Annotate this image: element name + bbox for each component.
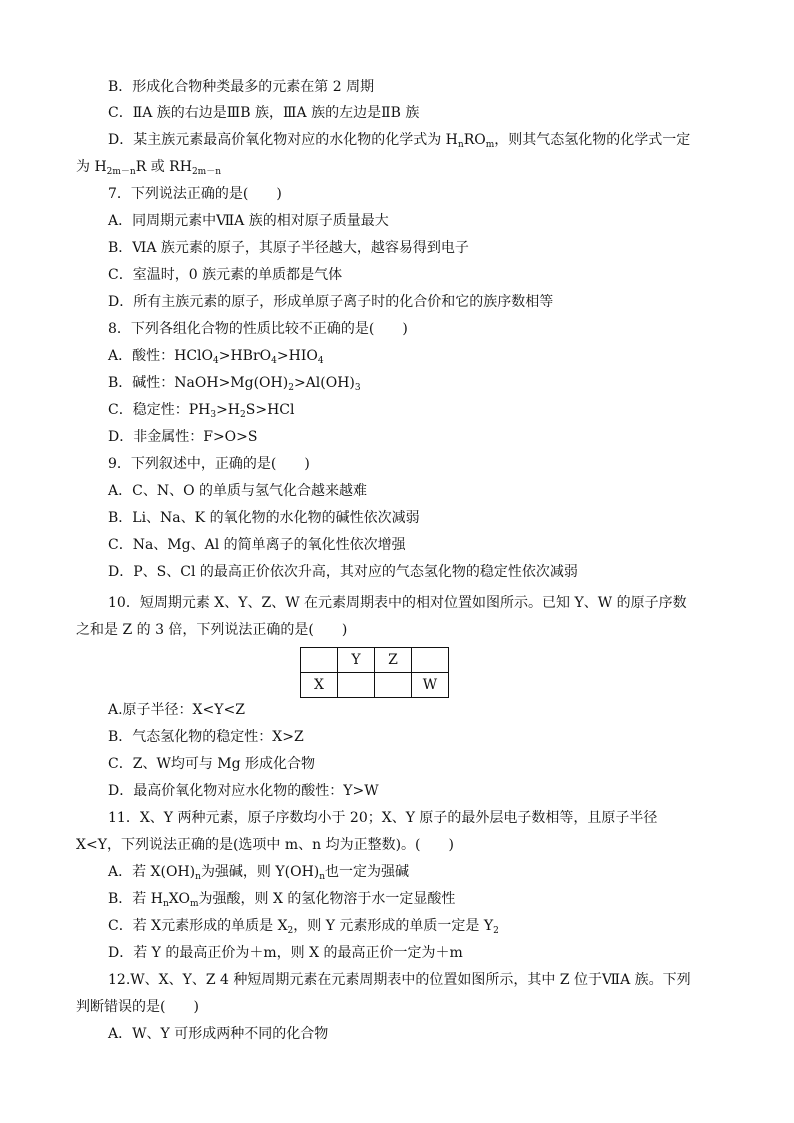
question-8: 8．下列各组化合物的性质比较不正确的是( ) <box>108 321 408 337</box>
option-10d: D．最高价氧化物对应水化物的酸性：Y>W <box>108 783 379 799</box>
option-6c: C．ⅡA 族的右边是ⅢB 族，ⅢA 族的左边是ⅡB 族 <box>108 105 420 121</box>
question-11-line2: X<Y，下列说法正确的是(选项中 m、n 均为正整数)。( ) <box>76 837 454 853</box>
table-cell <box>412 648 449 673</box>
option-7a: A．同周期元素中ⅦA 族的相对原子质量最大 <box>108 213 389 229</box>
periodic-position-table <box>300 647 449 698</box>
option-6b: B．形成化合物种类最多的元素在第 2 周期 <box>108 79 375 95</box>
question-9: 9．下列叙述中，正确的是( ) <box>108 456 310 472</box>
option-6d: D．某主族元素最高价氧化物对应的水化物的化学式为 $H_nRO_m$，则其气态氢化物的化学式一定 <box>108 132 691 150</box>
question-7: 7．下列说法正确的是( ) <box>108 186 282 202</box>
option-9c: C．Na、Mg、Al 的简单离子的氧化性依次增强 <box>108 537 406 553</box>
option-10b: B．气态氢化物的稳定性：X>Z <box>108 729 304 745</box>
question-12-line1: 12.W、X、Y、Z 4 种短周期元素在元素周期表中的位置如图所示，其中 Z 位于ⅦA 族。下列 <box>108 972 691 988</box>
option-11a: A．若 $X(OH)_n$为强碱，则 $Y(OH)_n$也一定为强碱 <box>108 864 410 882</box>
option-10a: A.原子半径：X<Y<Z <box>108 702 245 718</box>
question-12-line2: 判断错误的是( ) <box>76 999 199 1015</box>
option-8d: D．非金属性：F>O>S <box>108 429 258 445</box>
option-11c: C．若 X元素形成的单质是 $X_2$，则 Y 元素形成的单质一定是 $Y_2$ <box>108 918 499 936</box>
table-cell <box>375 673 412 698</box>
option-10c: C．Z、W均可与 Mg 形成化合物 <box>108 756 316 772</box>
option-9a: A．C、N、O 的单质与氢气化合越来越难 <box>108 483 367 499</box>
table-cell: W <box>412 673 449 698</box>
table-row <box>301 673 449 698</box>
option-7d: D．所有主族元素的原子，形成单原子离子时的化合价和它的族序数相等 <box>108 294 554 310</box>
table-cell <box>338 673 375 698</box>
table-cell: Y <box>338 648 375 673</box>
option-8c: C．稳定性：$PH_3>H_2S>HCl$ <box>108 402 295 420</box>
option-9d: D．P、S、Cl 的最高正价依次升高，其对应的气态氢化物的稳定性依次减弱 <box>108 564 578 580</box>
question-10-line1: 10．短周期元素 X、Y、Z、W 在元素周期表中的相对位置如图所示。已知 Y、W 的原子序数 <box>108 595 687 611</box>
table-row <box>301 648 449 673</box>
question-10-line2: 之和是 Z 的 3 倍，下列说法正确的是( ) <box>76 622 348 638</box>
option-9b: B．Li、Na、K 的氧化物的水化物的碱性依次减弱 <box>108 510 420 526</box>
table-cell: Z <box>375 648 412 673</box>
option-8a: A．酸性：$HClO_4>HBrO_4>HIO_4$ <box>108 348 324 366</box>
option-11d: D．若 Y 的最高正价为＋m，则 X 的最高正价一定为＋m <box>108 945 463 961</box>
option-7c: C．室温时，0 族元素的单质都是气体 <box>108 267 343 283</box>
option-7b: B．ⅥA 族元素的原子，其原子半径越大，越容易得到电子 <box>108 240 469 256</box>
question-11-line1: 11．X、Y 两种元素，原子序数均小于 20；X、Y 原子的最外层电子数相等，且原子半径 <box>108 810 658 826</box>
table-cell <box>301 648 338 673</box>
option-12a: A．W、Y 可形成两种不同的化合物 <box>108 1026 329 1042</box>
table-cell: X <box>301 673 338 698</box>
option-8b: B．碱性：$NaOH>Mg(OH)_2>Al(OH)_3$ <box>108 375 361 393</box>
option-11b: B．若 $H_nXO_m$为强酸，则 X 的氢化物溶于水一定显酸性 <box>108 891 456 909</box>
option-6d-cont: 为 $H_{2m-n}R$ 或 $RH_{2m-n}$ <box>76 159 221 177</box>
